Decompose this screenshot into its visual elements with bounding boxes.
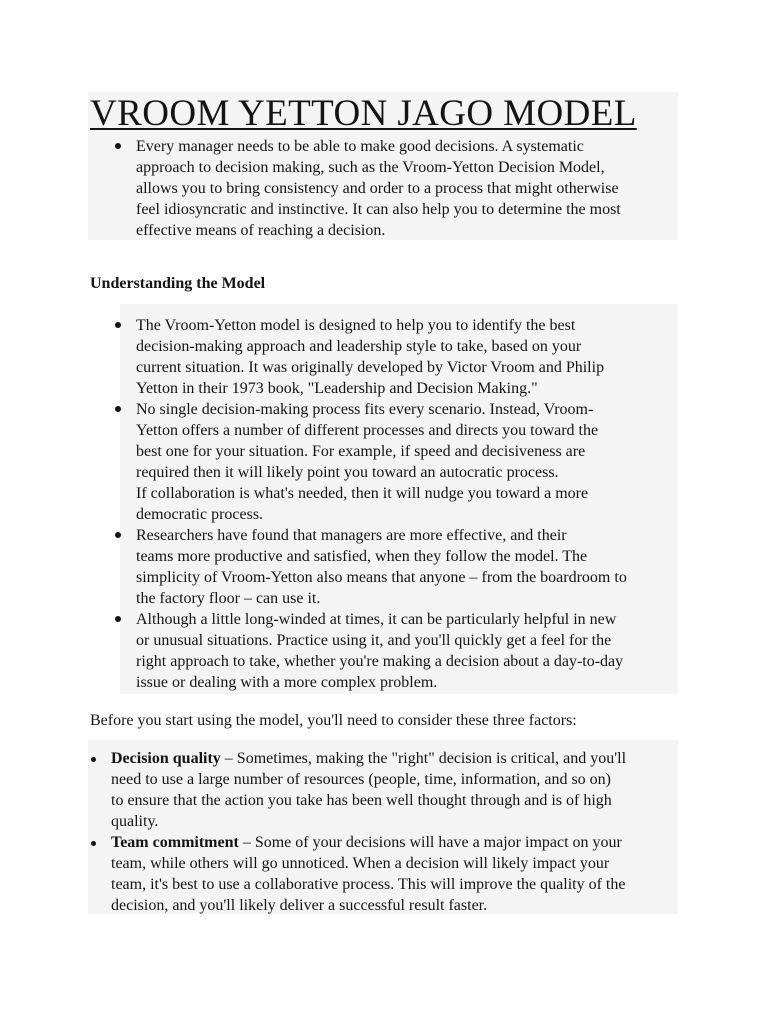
factor-line: decision, and you'll likely deliver a successful result faster. [111, 897, 488, 914]
factor-line: need to use a large number of resources (people, time, information, and so on) [111, 771, 611, 788]
factor-line: quality. [111, 813, 159, 830]
factor-line: team, while others will go unnoticed. When a decision will likely impact your [111, 855, 610, 872]
understanding-line: Yetton in their 1973 book, "Leadership and Decision Making." [136, 380, 538, 397]
intro-paragraph-line: approach to decision making, such as the Vroom-Yetton Decision Model, [136, 159, 605, 176]
understanding-line: The Vroom-Yetton model is designed to help you to identify the best [136, 317, 576, 334]
bullet-marker [115, 616, 121, 622]
section-heading: Understanding the Model [90, 275, 266, 292]
understanding-line: current situation. It was originally developed by Victor Vroom and Philip [136, 359, 605, 376]
factor-description: – Some of your decisions will have a major impact on your [238, 834, 622, 851]
bullet-marker [115, 406, 121, 412]
understanding-line: or unusual situations. Practice using it, and you'll quickly get a feel for the [136, 632, 612, 649]
intro-paragraph-line: Every manager needs to be able to make good decisions. A systematic [136, 138, 584, 155]
understanding-line: required then it will likely point you toward an autocratic process. [136, 464, 559, 481]
understanding-line: decision-making approach and leadership style to take, based on your [136, 338, 582, 355]
factors-intro: Before you start using the model, you'll need to consider these three factors: [90, 712, 577, 729]
factor-description: – Sometimes, making the "right" decision is critical, and you'll [220, 750, 627, 767]
understanding-line: Yetton offers a number of different processes and directs you toward the [136, 422, 599, 439]
understanding-line: issue or dealing with a more complex problem. [136, 674, 438, 691]
understanding-line: the factory floor – can use it. [136, 590, 321, 607]
understanding-line: right approach to take, whether you're making a decision about a day-to-day [136, 653, 624, 670]
bullet-marker [91, 841, 96, 846]
factor-line: team, it's best to use a collaborative process. This will improve the quality of the [111, 876, 626, 893]
factor-first-line [111, 748, 626, 769]
factor-line: to ensure that the action you take has been well thought through and is of high [111, 792, 612, 809]
factor-term: Decision quality [111, 750, 221, 767]
understanding-line: teams more productive and satisfied, when they follow the model. The [136, 548, 588, 565]
understanding-line: Although a little long-winded at times, it can be particularly helpful in new [136, 611, 617, 628]
intro-paragraph-line: feel idiosyncratic and instinctive. It can also help you to determine the most [136, 201, 621, 218]
understanding-line: simplicity of Vroom-Yetton also means that anyone – from the boardroom to [136, 569, 627, 586]
understanding-line: Researchers have found that managers are more effective, and their [136, 527, 567, 544]
understanding-line: democratic process. [136, 506, 264, 523]
bullet-marker [115, 322, 121, 328]
understanding-line: If collaboration is what's needed, then it will nudge you toward a more [136, 485, 589, 502]
factor-term: Team commitment [111, 834, 239, 851]
document-title: VROOM YETTON JAGO MODEL [90, 93, 637, 134]
bullet-marker [115, 532, 121, 538]
understanding-line: best one for your situation. For example, if speed and decisiveness are [136, 443, 586, 460]
intro-paragraph-line: allows you to bring consistency and order to a process that might otherwise [136, 180, 619, 197]
factor-first-line [111, 832, 622, 853]
bullet-marker [91, 757, 96, 762]
bullet-marker [115, 143, 121, 149]
understanding-line: No single decision-making process fits every scenario. Instead, Vroom- [136, 401, 594, 418]
intro-paragraph-line: effective means of reaching a decision. [136, 222, 386, 239]
